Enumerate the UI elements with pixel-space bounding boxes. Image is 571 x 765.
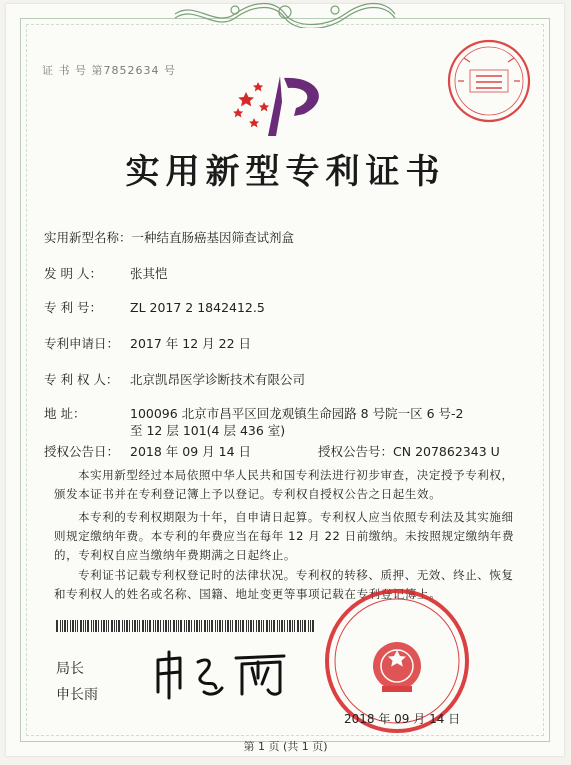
barcode-bar <box>256 620 257 632</box>
barcode-bar <box>201 620 202 632</box>
barcode-bar <box>235 620 237 632</box>
barcode-bar <box>106 620 107 632</box>
barcode-bar <box>93 620 94 632</box>
barcode-bar <box>217 620 218 632</box>
barcode-bar <box>242 620 244 632</box>
barcode-bar <box>56 620 58 632</box>
barcode-bar <box>240 620 241 632</box>
barcode-bar <box>284 620 285 632</box>
patentee-value: 北京凯昂医学诊断技术有限公司 <box>130 372 306 387</box>
barcode-bar <box>101 620 102 632</box>
barcode-bar <box>230 620 231 632</box>
barcode-bar <box>194 620 195 632</box>
barcode-bar <box>80 620 82 632</box>
row-inventor <box>44 264 168 282</box>
paragraph-term-fees: 本专利的专利权期限为十年，自申请日起算。专利权人应当依照专利法及其实施细则规定缴纳年费。本专利的年费应当在每年 12 月 22 日前缴纳。未按照规定缴纳年费的，专利权自应当缴纳年费期满之日起终止。 <box>54 510 515 562</box>
paragraph-legal-status: 专利证书记载专利权登记时的法律状况。专利权的转移、质押、无效、终止、恢复和专利权人的姓名或名称、国籍、地址变更等事项记载在专利登记簿上。 <box>54 568 514 601</box>
barcode-bar <box>103 620 105 632</box>
barcode-bar <box>163 620 164 632</box>
barcode-bar <box>134 620 136 632</box>
barcode-bar <box>132 620 133 632</box>
barcode-bar <box>271 620 272 632</box>
barcode-bar <box>269 620 270 632</box>
barcode-bar <box>258 620 260 632</box>
tax-seal-icon <box>444 36 534 126</box>
barcode-bar <box>215 620 216 632</box>
barcode-bar <box>70 620 71 632</box>
barcode-bar <box>308 620 309 632</box>
barcode-bar <box>87 620 89 632</box>
barcode-bar <box>186 620 187 632</box>
barcode-bar <box>149 620 151 632</box>
barcode-bar <box>155 620 156 632</box>
barcode-bar <box>67 620 68 632</box>
barcode-bar <box>199 620 200 632</box>
barcode-bar <box>207 620 208 632</box>
barcode-bar <box>139 620 140 632</box>
inventor-label: 发 明 人： <box>44 266 102 281</box>
certificate-number: 证 书 号 第7852634 号 <box>42 64 176 77</box>
barcode-bar <box>222 620 223 632</box>
grant-no-label: 授权公告号： <box>318 444 394 459</box>
barcode-bar <box>165 620 167 632</box>
row-utility-model-name <box>44 228 294 246</box>
barcode-bar <box>168 620 169 632</box>
chief-name: 申长雨 <box>56 687 98 703</box>
name-label: 实用新型名称： <box>44 230 132 245</box>
barcode-bar <box>209 620 210 632</box>
barcode-bar <box>238 620 239 632</box>
filing-date-label: 专利申请日： <box>44 336 120 351</box>
barcode-bar <box>312 620 314 632</box>
barcode-bar <box>289 620 291 632</box>
barcode-bar <box>62 620 63 632</box>
barcode-bar <box>297 620 299 632</box>
signature-icon <box>150 648 300 700</box>
barcode-bar <box>184 620 185 632</box>
barcode-bar <box>191 620 192 632</box>
address-line-2: 至 12 层 101(4 层 436 室) <box>130 423 286 438</box>
filing-date-value: 2017 年 12 月 22 日 <box>130 336 251 351</box>
barcode-bar <box>60 620 61 632</box>
barcode-bar <box>137 620 138 632</box>
barcode-bar <box>263 620 264 632</box>
barcode-bar <box>279 620 280 632</box>
top-ornament-icon <box>170 0 400 28</box>
barcode-bar <box>292 620 293 632</box>
barcode-bar <box>170 620 171 632</box>
barcode-bar <box>211 620 213 632</box>
barcode-bar <box>145 620 146 632</box>
address-label: 地 址： <box>44 406 86 421</box>
barcode-bar <box>196 620 198 632</box>
barcode-bar <box>129 620 130 632</box>
grant-date-value: 2018 年 09 月 14 日 <box>130 444 251 459</box>
barcode-bar <box>300 620 301 632</box>
barcode-bar <box>160 620 161 632</box>
barcode-bar <box>85 620 86 632</box>
barcode-bar <box>91 620 92 632</box>
barcode-bar <box>114 620 115 632</box>
row-grant-date <box>44 442 251 460</box>
barcode-bar <box>77 620 78 632</box>
row-filing-date <box>44 334 251 352</box>
barcode-bar <box>126 620 128 632</box>
certificate-title: 实用新型专利证书 <box>125 152 446 192</box>
barcode-bar <box>232 620 233 632</box>
inventor-value: 张其恺 <box>130 266 168 281</box>
chief-title: 局长 <box>56 661 84 677</box>
barcode-bar <box>178 620 179 632</box>
barcode-bar <box>147 620 148 632</box>
grant-no-value: CN 207862343 U <box>393 444 500 459</box>
barcode-bar <box>173 620 175 632</box>
barcode-bar <box>248 620 249 632</box>
barcode-bar <box>142 620 144 632</box>
barcode-bar <box>225 620 226 632</box>
barcode-bar <box>153 620 154 632</box>
row-patentee <box>44 370 305 388</box>
row-address-cont <box>130 421 285 439</box>
grant-date-label: 授权公告日： <box>44 444 120 459</box>
barcode-bar <box>250 620 252 632</box>
barcode-bar <box>122 620 123 632</box>
barcode-bar <box>287 620 288 632</box>
patent-no-label: 专 利 号： <box>44 300 102 315</box>
barcode-bar <box>72 620 74 632</box>
barcode-bar <box>95 620 97 632</box>
barcode-bar <box>180 620 182 632</box>
barcode-bar <box>266 620 268 632</box>
patent-office-emblem-icon <box>228 72 338 142</box>
barcode-bar <box>246 620 247 632</box>
barcode-bar <box>304 620 306 632</box>
barcode-bar <box>294 620 295 632</box>
barcode-bar <box>204 620 206 632</box>
barcode-bar <box>310 620 311 632</box>
barcode-bar <box>219 620 221 632</box>
barcode-bar <box>302 620 303 632</box>
row-grant-number <box>318 442 500 460</box>
barcode-bar <box>75 620 76 632</box>
barcode-bar <box>227 620 229 632</box>
barcode-bar <box>261 620 262 632</box>
barcode-bar <box>277 620 278 632</box>
name-value: 一种结直肠癌基因筛查试剂盒 <box>131 230 295 245</box>
barcode-bar <box>176 620 177 632</box>
barcode-bar <box>116 620 117 632</box>
row-address <box>44 404 463 422</box>
barcode-bar <box>98 620 99 632</box>
barcode-bar <box>157 620 159 632</box>
patent-no-value: ZL 2017 2 1842412.5 <box>130 300 265 315</box>
patentee-label: 专 利 权 人： <box>44 372 119 387</box>
barcode-bar <box>64 620 66 632</box>
barcode-bar <box>118 620 120 632</box>
paragraph-grant-decision: 本实用新型经过本局依照中华人民共和国专利法进行初步审查，决定授予专利权，颁发本证书并在专利登记簿上予以登记。专利权自授权公告之日起生效。 <box>54 468 514 501</box>
barcode-bar <box>111 620 113 632</box>
barcode-icon <box>56 620 316 632</box>
barcode-bar <box>83 620 84 632</box>
barcode-bar <box>188 620 190 632</box>
row-patent-number <box>44 298 265 316</box>
page-footer: 第 1 页 (共 1 页) <box>243 740 328 753</box>
barcode-bar <box>281 620 283 632</box>
barcode-bar <box>108 620 109 632</box>
address-line-1: 100096 北京市昌平区回龙观镇生命园路 8 号院一区 6 号-2 <box>130 406 464 421</box>
barcode-bar <box>253 620 254 632</box>
seal-date: 2018 年 09 月 14 日 <box>344 712 461 726</box>
barcode-bar <box>273 620 275 632</box>
barcode-bar <box>124 620 125 632</box>
